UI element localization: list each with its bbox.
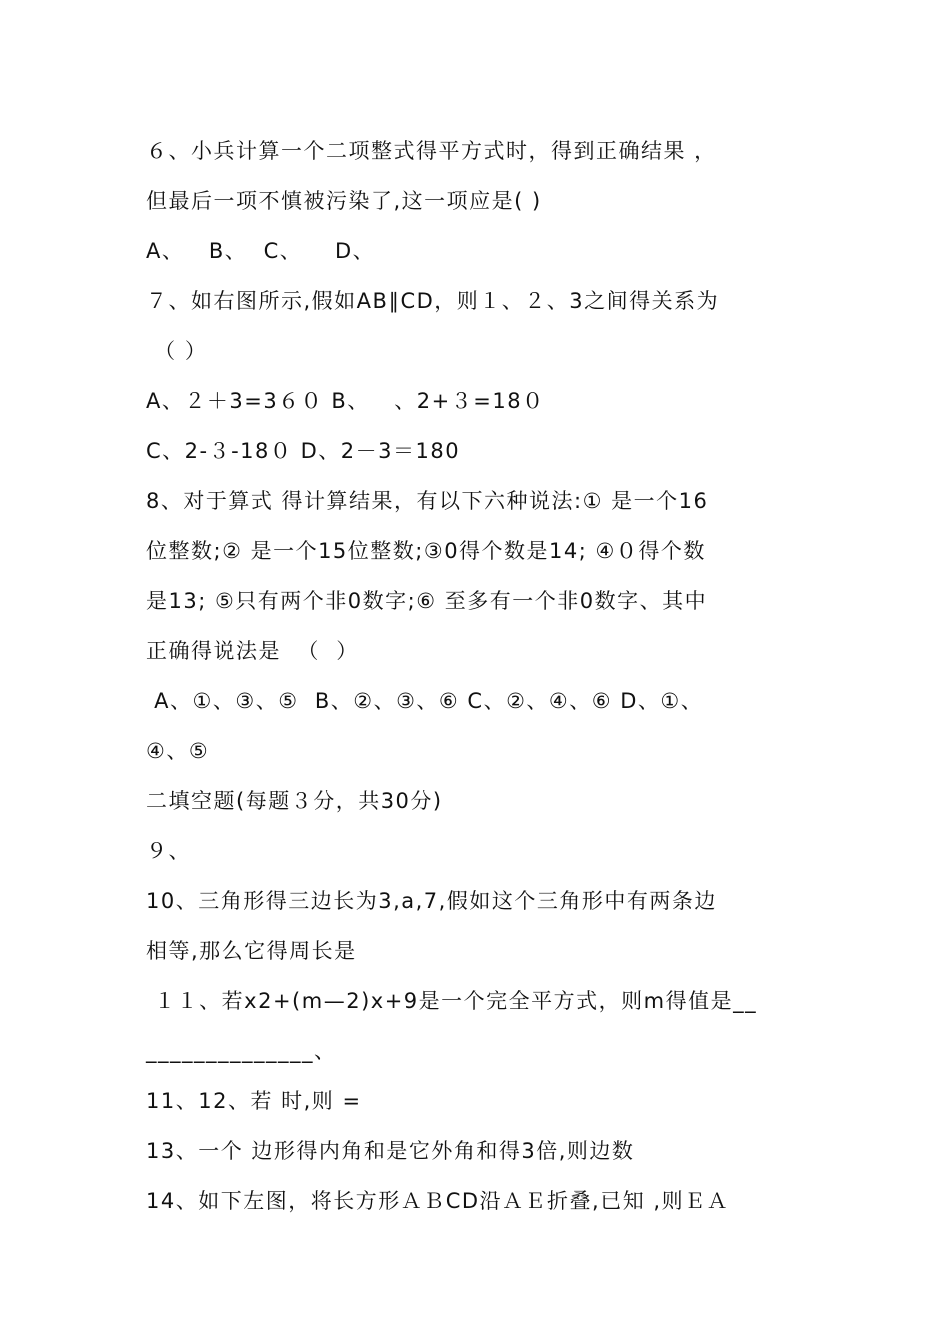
q14-line: 14、如下左图，将长方形ＡＢCD沿ＡＥ折叠,已知 ,则ＥＡ bbox=[146, 1189, 730, 1213]
q11-line-2: ______________、 bbox=[146, 1039, 337, 1063]
q8-line-3: 是13; ⑤只有两个非0数字;⑥ 至多有一个非0数字、其中 bbox=[146, 589, 708, 613]
q7-line-1: ７、如右图所示,假如AB∥CD，则１、２、3之间得关系为 bbox=[146, 289, 720, 313]
q12-line: 11、12、若 时,则 = bbox=[146, 1089, 362, 1113]
q8-options-2: ④、⑤ bbox=[146, 739, 210, 763]
section-heading: 二填空题(每题３分，共30分) bbox=[146, 789, 443, 813]
q7-line-2: （ ） bbox=[146, 339, 208, 363]
q7-options-cd: C、2-３-18０ D、2－3＝180 bbox=[146, 439, 461, 463]
q10-line-1: 10、三角形得三边长为3,a,7,假如这个三角形中有两条边 bbox=[146, 889, 717, 913]
q7-options-ab: A、２＋3=3６０ B、 、2+３=18０ bbox=[146, 389, 545, 413]
q9-line: ９、 bbox=[146, 839, 191, 863]
q11-line-1: １１、若x2+(m—2)x+9是一个完全平方式，则m得值是__ bbox=[146, 989, 758, 1013]
q8-line-4: 正确得说法是 （ ） bbox=[146, 639, 359, 663]
q6-line-1: ６、小兵计算一个二项整式得平方式时，得到正确结果 ， bbox=[146, 139, 717, 163]
q10-line-2: 相等,那么它得周长是 bbox=[146, 939, 357, 963]
q8-line-1: 8、对于算式 得计算结果，有以下六种说法:① 是一个16 bbox=[146, 489, 709, 513]
q13-line: 13、一个 边形得内角和是它外角和得3倍,则边数 bbox=[146, 1139, 635, 1163]
q6-line-2: 但最后一项不慎被污染了,这一项应是( ) bbox=[146, 189, 542, 213]
q6-options: A、 B、 C、 D、 bbox=[146, 239, 376, 263]
q8-options-1: A、①、③、⑤ B、②、③、⑥ C、②、④、⑥ D、①、 bbox=[146, 689, 704, 713]
q8-line-2: 位整数;② 是一个15位整数;③0得个数是14; ④０得个数 bbox=[146, 539, 706, 563]
